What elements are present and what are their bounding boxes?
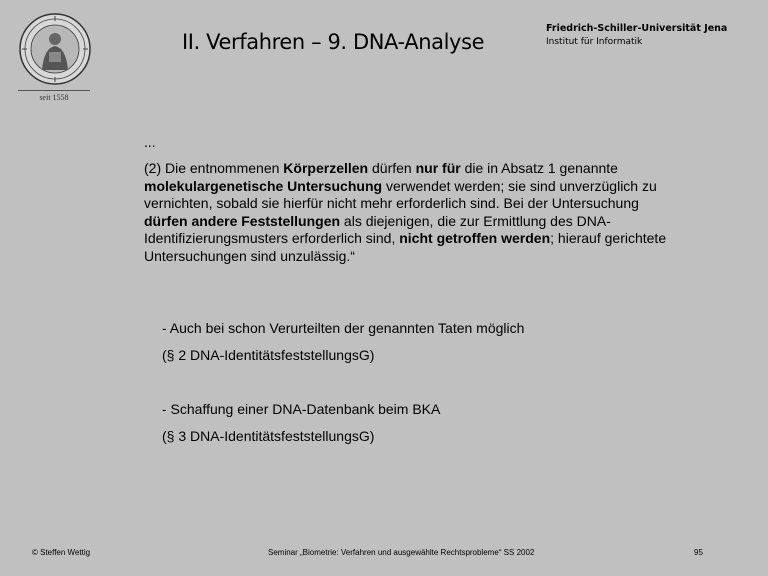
text-segment: verwendet werden; sie sind unverzüglich zu vernichten, sobald sie hierfür nicht mehr erforderlich sind. Bei der Untersuchung (144, 177, 657, 211)
text-segment: als diejenigen, die zur Ermittlung des DNA-Identifizierungsmusters erforderlich sind, (144, 212, 611, 246)
text-segment: die in Absatz 1 genannte (460, 160, 618, 176)
bold-phrase: nicht getroffen werden (399, 230, 551, 246)
text-segment: ; hierauf gerichtete Untersuchungen sind unzulässig.“ (144, 230, 667, 264)
text-segment: dürfen (368, 160, 416, 176)
bold-phrase: Körperzellen (283, 160, 369, 176)
university-name: Friedrich-Schiller-Universität Jena (546, 23, 728, 34)
bold-phrase: dürfen andere Feststellungen (144, 212, 341, 229)
bullet-convicted: - Auch bei schon Verurteilten der genannten Taten möglich (162, 320, 525, 336)
footer-seminar: Seminar „Biometrie: Verfahren und ausgewählte Rechtsprobleme“ SS 2002 (268, 548, 535, 557)
institute-name: Institut für Informatik (546, 37, 643, 47)
seal-caption: seit 1558 (39, 93, 69, 102)
footer-page-number: 95 (694, 548, 703, 557)
bold-phrase: molekulargenetische Untersuchung (144, 177, 383, 194)
bullet-convicted-reference: (§ 2 DNA-IdentitätsfeststellungsG) (162, 347, 375, 363)
ellipsis-text: ... (144, 134, 156, 150)
bold-phrase: nur für (415, 160, 461, 176)
footer-author: © Steffen Wettig (32, 548, 91, 557)
legal-paragraph (144, 160, 684, 265)
university-seal-icon (18, 12, 92, 86)
text-segment: (2) Die entnommenen (144, 160, 284, 176)
bullet-database: - Schaffung einer DNA-Datenbank beim BKA (162, 401, 441, 417)
slide-title: II. Verfahren – 9. DNA-Analyse (182, 30, 485, 54)
bullet-database-reference: (§ 3 DNA-IdentitätsfeststellungsG) (162, 428, 375, 444)
seal-divider (18, 90, 90, 91)
